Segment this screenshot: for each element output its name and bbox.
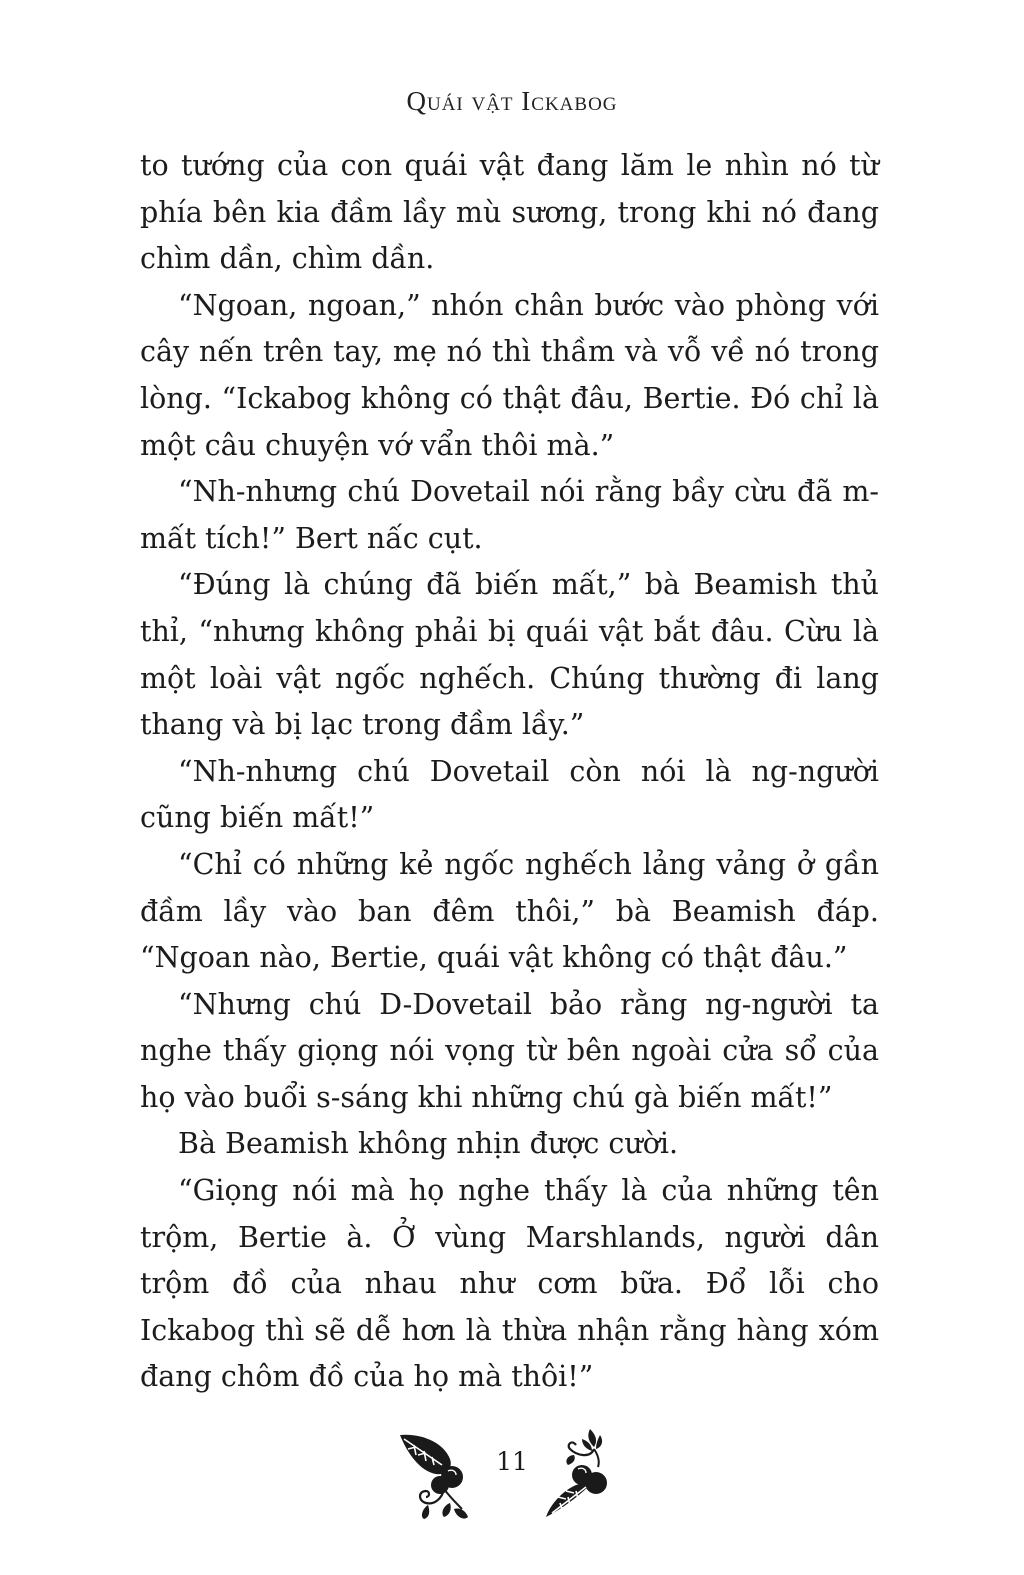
paragraph: “Giọng nói mà họ nghe thấy là của những tên trộm, Bertie à. Ở vùng Marshlands, người dân trộm đồ của nhau như cơm bữa. Đổ lỗi cho Ickabog thì sẽ dễ hơn là thừa nhận rằng hàng xóm đang chôm đồ của họ mà thôi!” [140, 1174, 879, 1394]
paragraph: “Đúng là chúng đã biến mất,” bà Beamish thủ thỉ, “nhưng không phải bị quái vật bắt đâu. Cừu là một loài vật ngốc nghếch. Chúng thường đi lang thang và bị lạc trong đầm lầy.” [140, 568, 879, 742]
paragraph: “Nh-nhưng chú Dovetail còn nói là ng-người cũng biến mất!” [140, 754, 879, 835]
paragraph: Bà Beamish không nhịn được cười. [178, 1127, 679, 1161]
page-number: 11 [496, 1447, 528, 1476]
paragraph: to tướng của con quái vật đang lăm le nhìn nó từ phía bên kia đầm lầy mù sương, trong khi nó đang chìm dần, chìm dần. [140, 149, 879, 276]
page-body [140, 143, 879, 1401]
paragraph: “Nh-nhưng chú Dovetail nói rằng bầy cừu đã m-mất tích!” Bert nấc cụt. [140, 475, 879, 555]
paragraph: “Ngoan, ngoan,” nhón chân bước vào phòng với cây nến trên tay, mẹ nó thì thầm và vỗ về nó trong lòng. “Ickabog không có thật đâu, Bertie. Đó chỉ là một câu chuyện vớ vẩn thôi mà.” [140, 288, 879, 462]
paragraph: “Chỉ có những kẻ ngốc nghếch lảng vảng ở gần đầm lầy vào ban đêm thôi,” bà Beamish đáp. “Ngoan nào, Bertie, quái vật không có thật đâu.” [140, 847, 879, 975]
vine-leaf-ornament-icon [540, 1425, 630, 1525]
page-footer [0, 1425, 1024, 1535]
paragraph: “Nhưng chú D-Dovetail bảo rằng ng-người ta nghe thấy giọng nói vọng từ bên ngoài cửa sổ của họ vào buổi s-sáng khi những chú gà biến mất!” [140, 987, 879, 1114]
running-header: Quái vật Ickabog [406, 86, 618, 116]
